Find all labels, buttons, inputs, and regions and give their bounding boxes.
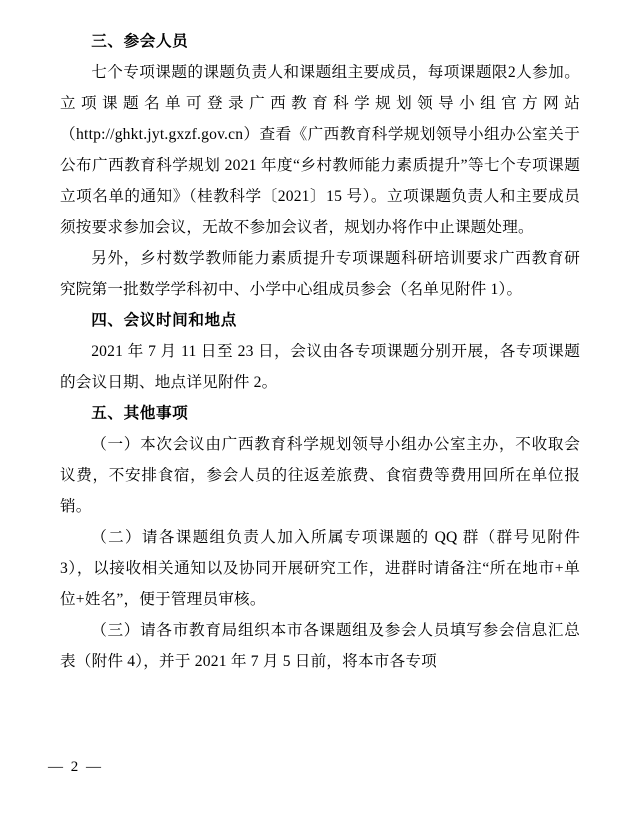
paragraph-participants: 七个专项课题的课题负责人和课题组主要成员，每项课题限2人参加。立项课题名单可登录广西教育科学规划领导小组官方网站（http://ghkt.jyt.gxzf.gov.cn）查看《广西教育科学规划领导小组办公室关于公布广西教育科学规划 2021 年度“乡村教师能力素质提升”等七个专项课题立项名单的通知》（桂教科学〔2021〕15 号）。立项课题负责人和主要成员须按要求参加会议，无故不参加会议者，规划办将作中止课题处理。 [60, 64, 580, 236]
page-footer [0, 759, 636, 776]
section-heading-4: 四、会议时间和地点 [91, 312, 237, 329]
paragraph-item-1: （一）本次会议由广西教育科学规划领导小组办公室主办，不收取会议费，不安排食宿，参会人员的往返差旅费、食宿费等费用回所在单位报销。 [60, 436, 580, 515]
paragraph-item-2: （二）请各课题组负责人加入所属专项课题的 QQ 群（群号见附件 3），以接收相关通知以及协同开展研究工作，进群时请备注“所在地市+单位+姓名”，便于管理员审核。 [60, 529, 580, 608]
document-body [60, 26, 580, 677]
section-heading-3: 三、参会人员 [91, 33, 189, 50]
paragraph-item-3: （三）请各市教育局组织本市各课题组及参会人员填写参会信息汇总表（附件 4），并于 2021 年 7 月 5 日前，将本市各专项 [60, 622, 580, 670]
paragraph-math-teacher-training: 另外，乡村数学教师能力素质提升专项课题科研培训要求广西教育研究院第一批数学学科初中、小学中心组成员参会（名单见附件 1）。 [60, 250, 580, 298]
page-number: — 2 — [48, 759, 103, 775]
section-heading-5: 五、其他事项 [91, 405, 189, 422]
paragraph-meeting-time-place: 2021 年 7 月 11 日至 23 日，会议由各专项课题分别开展，各专项课题的会议日期、地点详见附件 2。 [60, 343, 580, 391]
